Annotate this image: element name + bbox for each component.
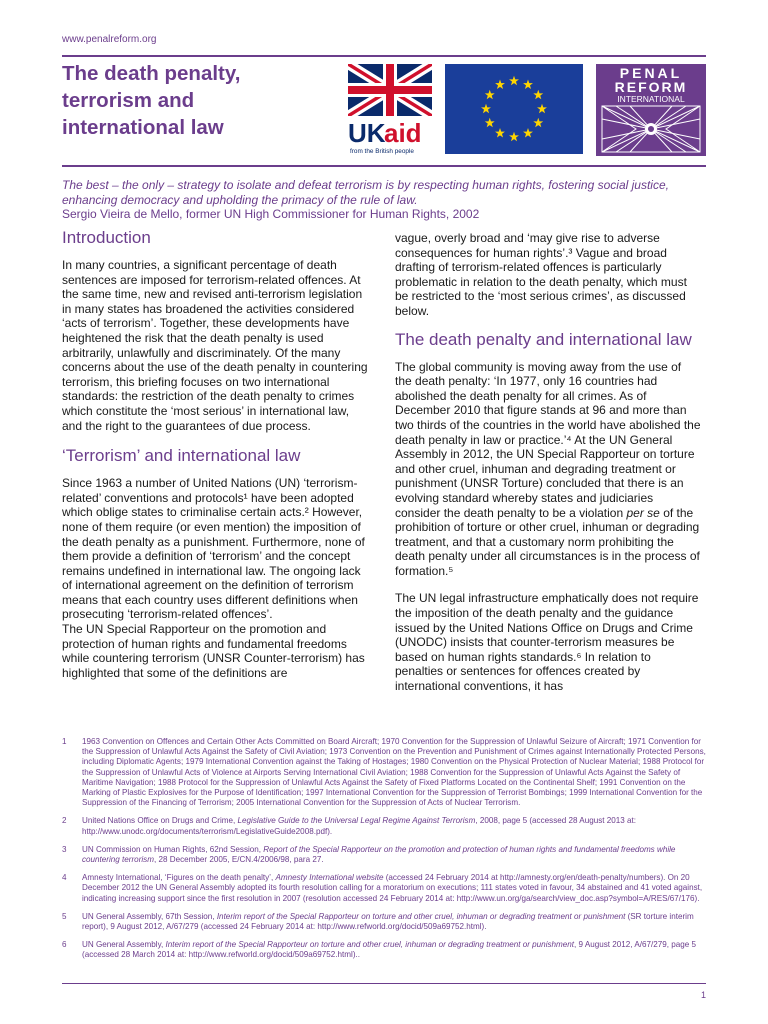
title-line-2: terrorism and <box>62 89 195 112</box>
ukaid-aid-text: aid <box>384 118 422 148</box>
footnote-title: Legislative Guide to the Universal Legal Regime Against Terrorism <box>237 816 476 826</box>
footnote-title: Amnesty International website <box>275 873 384 883</box>
footnote-title: Interim report of the Special Rapporteur on torture and other cruel, inhuman or degrading treatment or punishment <box>165 940 575 950</box>
footnote-text-pre: UN General Assembly, <box>82 940 166 950</box>
heading-terrorism-international-law: ‘Terrorism’ and international law <box>62 446 301 466</box>
footnote-text-pre: UN General Assembly, 67th Session, <box>82 911 217 921</box>
footnote-number: 4 <box>62 873 67 883</box>
paragraph-death-penalty-2: The UN legal infrastructure emphatically does not require the imposition of the death penalty and the guidance issued by the United Nations Office on Drugs and Crime (UNODC) insists that counter-terrorism measures be based on human rights standards.⁶ In relation to penalties or sentences for offences created by international conventions, it has <box>395 591 699 694</box>
footnote-text-post: , 9 August 2012, A/67/279, page 5 (accessed 28 March 2014 at: http://www.refworld.org/docid/509a69752.html).. <box>82 940 696 960</box>
footnote-number: 2 <box>62 816 67 826</box>
footnote <box>62 912 706 932</box>
dp1-part-b: of the prohibition of torture or other cruel, inhuman or degrading treatment, and that a customary norm prohibiting the death penalty under all circumstances is in the process of formation.⁵ <box>395 505 700 578</box>
union-jack-icon <box>348 64 432 156</box>
footnote <box>62 845 706 865</box>
footnote-text-post: (SR torture interim report), 9 August 2012, A/67/279 (accessed 24 February 2014 at: http://www.refworld.org/docid/509a69752.html). <box>82 911 694 932</box>
footnote <box>62 873 706 904</box>
paragraph-death-penalty-1 <box>395 360 701 579</box>
footnote-text-post: , 28 December 2005, E/CN.4/2006/98, para 27. <box>153 855 324 865</box>
footnote-text-pre: United Nations Office on Drugs and Crime, <box>82 816 238 826</box>
ukaid-uk-text: UK <box>348 118 386 148</box>
page-title <box>62 60 342 141</box>
eu-flag-logo <box>445 64 583 154</box>
website-url[interactable]: www.penalreform.org <box>62 34 157 45</box>
title-rule <box>62 165 706 167</box>
footnote-number: 3 <box>62 844 67 854</box>
epigraph-quote <box>62 178 706 222</box>
footnotes <box>62 737 706 969</box>
paragraph-terrorism-2: The UN Special Rapporteur on the promotion and protection of human rights and fundamental freedoms while countering terrorism (UNSR Counter-terrorism) has highlighted that some of the definitions are <box>62 622 365 680</box>
quote-attribution: Sergio Vieira de Mello, former UN High Commissioner for Human Rights, 2002 <box>62 207 480 221</box>
paragraph-terrorism-1: Since 1963 a number of United Nations (UN) ‘terrorism-related’ conventions and protocols¹ have been adopted which oblige states to criminalise certain acts.² However, none of them require (or even mention) the imposition of the death penalty as a punishment. Furthermore, none of them provide a definition of ‘terrorism’ and the concept remains undefined in international law. The ongoing lack of international agreement on the definition of terrorism means that each country uses different definitions when prosecuting ‘terrorism-related offences’. <box>62 476 365 622</box>
paragraph-introduction: In many countries, a significant percentage of death sentences are imposed for terrorism-related offences. At the same time, new and revised anti-terrorism legislation in many states has broadened the activities considered ‘acts of terrorism’. Together, these developments have heightened the risk that the death penalty is used arbitrarily, unlawfully and discriminately. Of the many concerns about the use of the death penalty in countering terrorism, this briefing focuses on two international standards: the restriction of the death penalty to crimes which constitute the ‘most serious’ in international law, and the right to the guarantees of due process. <box>62 258 368 433</box>
eu-flag-icon <box>445 64 583 154</box>
left-column <box>62 228 368 693</box>
footnote-text-post: (accessed 24 February 2014 at http://amnesty.org/en/death-penalty/numbers). On 20 December 2012 the UN General Assembly adopted its fourth resolution calling for a moratorium on executions; 111 states voted in favour, 34 abstained and 41 voted against, indicating increasing support since the first resolution in 2007 (resolution accessed 24 February 2014 at: http://www.un.org/ga/search/view_doc.asp?symbol=A/RES/67/176). <box>82 873 703 903</box>
title-line-3: international law <box>62 116 224 139</box>
footnote-text <box>82 873 706 904</box>
pri-logo-icon <box>596 64 706 156</box>
heading-introduction: Introduction <box>62 228 151 247</box>
ukaid-logo <box>348 64 432 156</box>
footnote-text <box>82 845 706 865</box>
footnote-text-pre: UN Commission on Human Rights, 62nd Session, <box>82 844 264 854</box>
footer-rule <box>62 983 706 984</box>
footnote <box>62 816 706 836</box>
footnote-number: 1 <box>62 737 67 746</box>
pri-line-1: PENAL <box>619 65 683 81</box>
pri-line-2: REFORM <box>614 79 688 95</box>
footnote-text-post: , 2008, page 5 (accessed 28 August 2013 at: http://www.unodc.org/documents/terrorism/LegislativeGuide2008.pdf). <box>82 816 637 836</box>
footnote-text: 1963 Convention on Offences and Certain Other Acts Committed on Board Aircraft; 1970 Convention for the Suppression of Unlawful Seizure of Aircraft; 1971 Convention for the Suppression of Unlawful Acts Against the Safety of Civil Aviation; 1973 Convention on the Prevention and Punishment of Crimes against Internationally Protected Persons, including Diplomatic Agents; 1979 International Convention against the Taking of Hostages; 1980 Convention on the Physical Protection of Nuclear Material; 1988 Protocol for the Suppression of Unlawful Acts of Violence at Airports Serving International Civil Aviation; 1988 Convention for the Suppression of Unlawful Acts Against the Safety of Maritime Navigation; 1988 Protocol for the Suppression of Unlawful Acts Against the Safety of Fixed Platforms Located on the Continental Shelf; 1991 Convention on the Marking of Plastic Explosives for the Purpose of Identification; 1997 International Convention for the Suppression of Terrorist Bombings; 1999 International Convention for the Suppression of the Financing of Terrorism; 2005 International Convention for the Suppression of Acts of Nuclear Terrorism. <box>82 737 706 808</box>
title-line-1: The death penalty, <box>62 62 241 85</box>
dp1-part-a: The global community is moving away from the use of the death penalty: ‘In 1977, only 16 countries had abolished the death penalty for all crimes. As of December 2010 that figure stands at 96 and more than two thirds of the countries in the world have abolished the death penalty in law or practice.’⁴ At the UN General Assembly in 2012, the UN Special Rapporteur on torture and other cruel, inhuman and degrading treatment or punishment (UNSR Torture) concluded that there is an evolving standard whereby states and judiciaries consider the death penalty to be a violation <box>395 359 701 520</box>
footnote-text <box>82 912 706 932</box>
footnote-title: Report of the Special Rapporteur on the promotion and protection of human rights and fundamental freedoms while countering terrorism <box>82 844 676 865</box>
footnote-text-pre: Amnesty International, ‘Figures on the death penalty’, <box>82 873 276 883</box>
footnote <box>62 940 706 960</box>
footnote-text <box>82 816 706 836</box>
quote-text: The best – the only – strategy to isolate and defeat terrorism is by respecting human rights, fostering social justice, enhancing democracy and upholding the primacy of the rule of law. <box>62 178 669 207</box>
footnote-text <box>82 940 706 960</box>
page-number: 1 <box>701 990 707 1000</box>
footnote <box>62 737 706 808</box>
header-rule <box>62 55 706 57</box>
footnote-number: 5 <box>62 911 67 921</box>
footnote-number: 6 <box>62 940 67 950</box>
footnote-title: Interim report of the Special Rapporteur on torture and other cruel, inhuman or degrading treatment or punishment <box>216 911 626 921</box>
pri-line-3: INTERNATIONAL <box>617 94 685 104</box>
penal-reform-international-logo <box>596 64 706 156</box>
ukaid-tagline: from the British people <box>350 148 414 155</box>
right-column <box>395 231 701 707</box>
paragraph-continued: vague, overly broad and ‘may give rise to adverse consequences for human rights’.³ Vague and broad drafting of terrorism-related offences is particularly problematic in relation to the death penalty, which must be restricted to the ‘most serious crimes’, as discussed below. <box>395 231 687 318</box>
heading-death-penalty-international-law: The death penalty and international law <box>395 329 692 349</box>
dp1-per-se: per se <box>626 505 660 520</box>
